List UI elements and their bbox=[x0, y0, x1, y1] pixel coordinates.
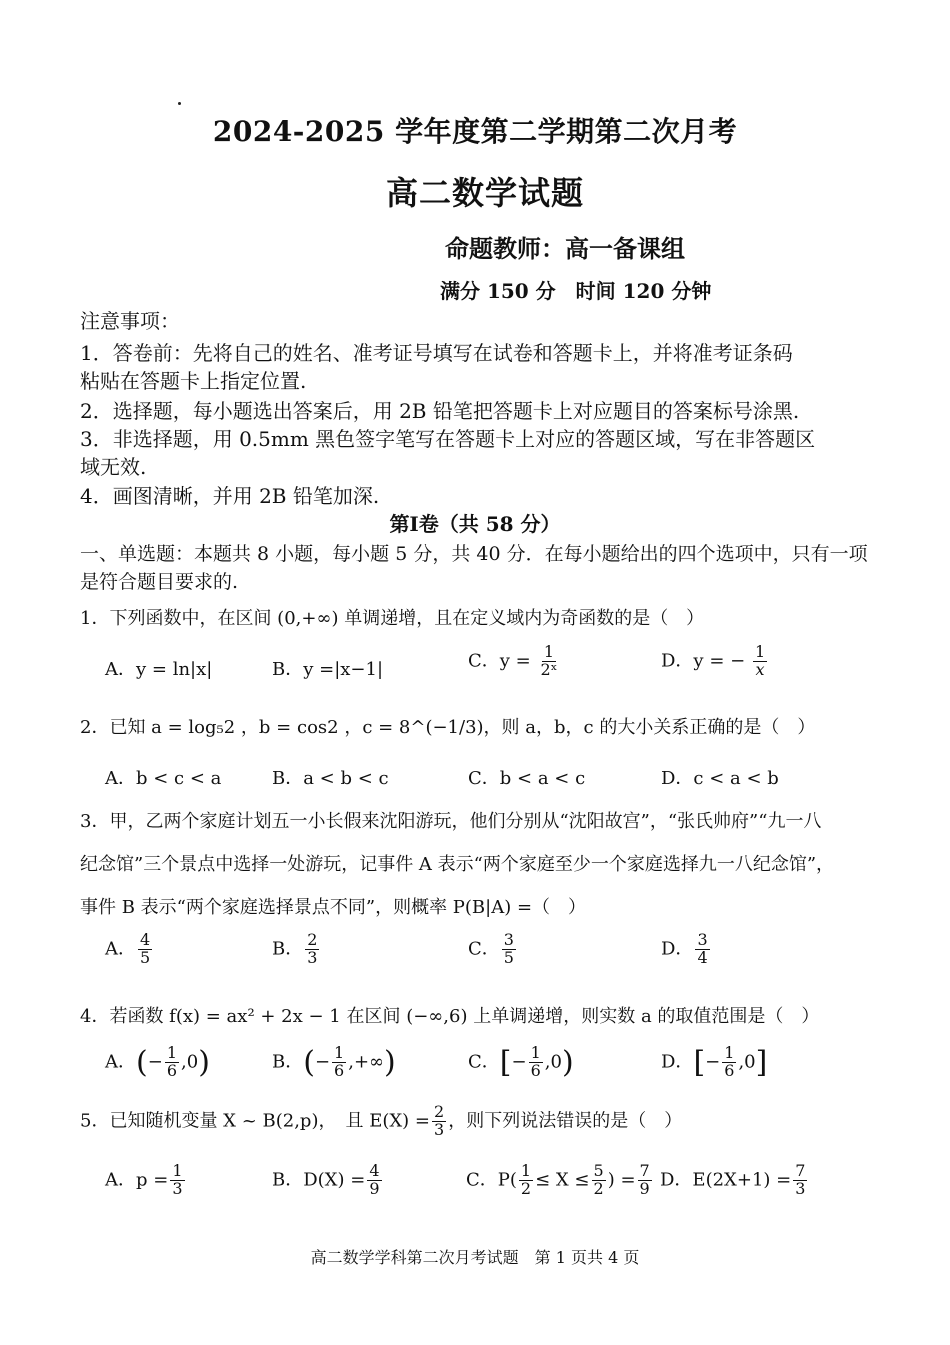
q3-option-b: B． $\frac{2}{3}$ bbox=[272, 930, 318, 967]
subject-title: 高二数学试题 bbox=[385, 174, 584, 212]
q5-option-a: A．p = $\frac{1}{3}$ bbox=[105, 1161, 183, 1198]
q1-option-c-fraction: $\frac{1}{\text{2ˣ}}$ bbox=[540, 642, 558, 679]
q4-option-d: D．[− $\frac{1}{6}$ ,0] bbox=[661, 1043, 768, 1080]
q2-option-d: D．c < a < b bbox=[661, 768, 779, 789]
q3-option-d: D． $\frac{3}{4}$ bbox=[661, 930, 708, 967]
note-line: 域无效. bbox=[80, 455, 147, 479]
q2-option-b: B．a < b < c bbox=[272, 768, 389, 789]
setter-line: 命题教师：高一备课组 bbox=[445, 234, 685, 263]
exam-title: 2024-2025 学年度第二学期第二次月考 bbox=[212, 115, 738, 148]
question-2-stem: 2．已知 a = log₅2 ，b = cos2 ，c = 8^(−1/3)，则 a，b，c 的大小关系正确的是（ ） bbox=[80, 717, 816, 738]
question-4-stem: 4．若函数 f(x) = ax² + 2x − 1 在区间 (−∞,6) 上单调递增，则实数 a 的取值范围是（ ） bbox=[80, 1006, 820, 1027]
page-footer: 高二数学学科第二次月考试题 第 1 页共 4 页 bbox=[310, 1248, 640, 1267]
q3-option-a: A． $\frac{4}{5}$ bbox=[105, 930, 151, 967]
q2-option-c: C．b < a < c bbox=[468, 768, 586, 789]
q1-option-b: B．y =|x−1| bbox=[272, 659, 384, 680]
q5-option-b: B．D(X) = $\frac{4}{9}$ bbox=[272, 1161, 380, 1198]
note-line: 1．答卷前：先将自己的姓名、准考证号填写在试卷和答题卡上，并将准考证条码 bbox=[80, 341, 793, 365]
q5-option-c: C．P( $\frac{1}{2}$ ≤ X ≤ $\frac{5}{2}$ ) = $\frac{7}{9}$ bbox=[466, 1161, 650, 1198]
stray-dot bbox=[178, 102, 181, 105]
question-3-line: 3．甲，乙两个家庭计划五一小长假来沈阳游玩，他们分别从“沈阳故宫”，“张氏帅府”“九一八 bbox=[80, 811, 822, 832]
q4-option-c: C．[− $\frac{1}{6}$ ,0) bbox=[468, 1043, 574, 1080]
question-3-line: 事件 B 表示“两个家庭选择景点不同”，则概率 P(B|A) =（ ） bbox=[80, 897, 587, 918]
q4-option-a: A．(− $\frac{1}{6}$ ,0) bbox=[105, 1043, 210, 1080]
q1-option-a: A．y = ln|x| bbox=[105, 659, 213, 680]
q1-option-d bbox=[661, 644, 769, 679]
q1-option-c bbox=[468, 644, 561, 679]
score-time-line: 满分 150 分 时间 120 分钟 bbox=[440, 279, 712, 303]
question-5-stem: 5．已知随机变量 X ~ B(2,p)， 且 E(X) = $\frac{2}{3}$ ，则下列说法错误的是（ ） bbox=[80, 1102, 683, 1139]
note-line: 2．选择题，每小题选出答案后，用 2B 铅笔把答题卡上对应题目的答案标号涂黑. bbox=[80, 399, 800, 423]
section-intro: 是符合题目要求的. bbox=[80, 571, 239, 593]
notes-heading: 注意事项： bbox=[80, 309, 180, 333]
q2-option-a: A．b < c < a bbox=[105, 768, 222, 789]
q1-option-c-label: C．y = bbox=[468, 650, 531, 672]
section-intro: 一、单选题：本题共 8 小题，每小题 5 分，共 40 分．在每小题给出的四个选项中，只有一项 bbox=[80, 543, 868, 565]
question-1-stem: 1．下列函数中，在区间 (0,+∞) 单调递增，且在定义域内为奇函数的是（ ） bbox=[80, 608, 705, 629]
q5-option-d: D．E(2X+1) = $\frac{7}{3}$ bbox=[660, 1161, 806, 1198]
q1-option-d-label: D．y = − bbox=[661, 650, 746, 672]
section-title: 第Ⅰ卷（共 58 分） bbox=[389, 512, 561, 536]
note-line: 粘贴在答题卡上指定位置. bbox=[80, 369, 307, 393]
q3-option-c: C． $\frac{3}{5}$ bbox=[468, 930, 514, 967]
note-line: 3．非选择题，用 0.5mm 黑色签字笔写在答题卡上对应的答题区域，写在非答题区 bbox=[80, 427, 816, 451]
q1-option-d-fraction: $\frac{1}{x}$ bbox=[754, 642, 766, 679]
q4-option-b: B．(− $\frac{1}{6}$ ,+∞) bbox=[272, 1043, 396, 1080]
question-3-line: 纪念馆”三个景点中选择一处游玩，记事件 A 表示“两个家庭至少一个家庭选择九一八纪念馆”， bbox=[80, 854, 835, 875]
note-line: 4．画图清晰，并用 2B 铅笔加深. bbox=[80, 484, 380, 508]
